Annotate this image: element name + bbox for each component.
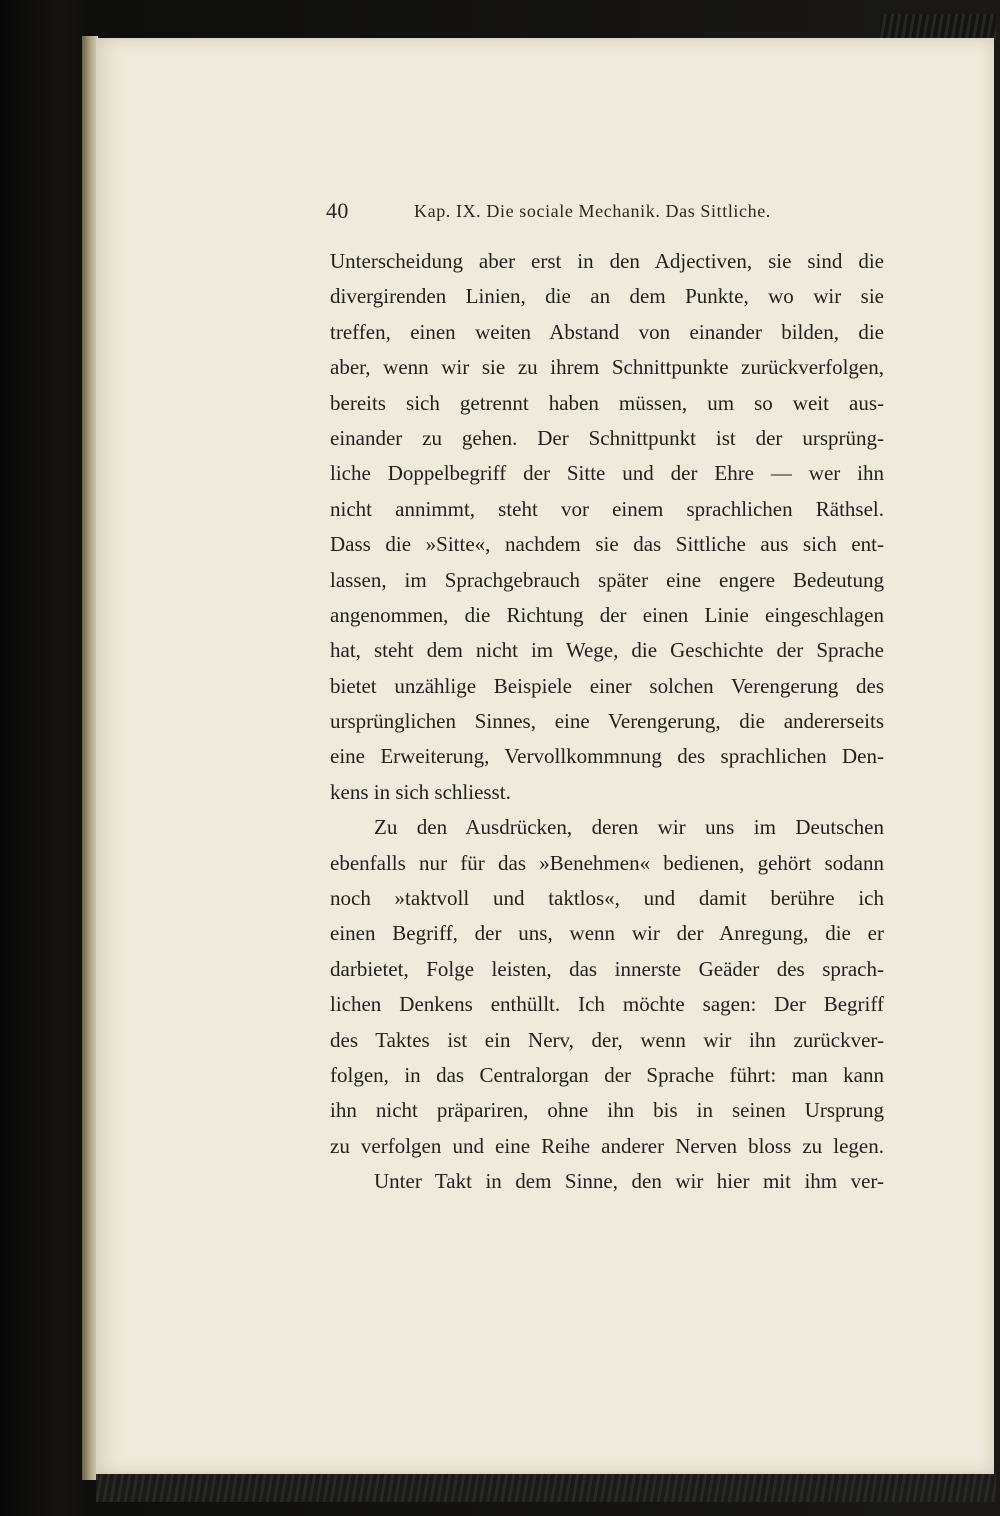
text-line: divergirenden Linien, die an dem Punkte, wo wir sie [330,284,884,309]
text-line: zu verfolgen und eine Reihe anderer Nerven bloss zu legen. [330,1133,884,1158]
text-line: darbietet, Folge leisten, das innerste Geäder des sprach- [330,956,884,981]
text-line: aber, wenn wir sie zu ihrem Schnittpunkte zurückverfolgen, [330,355,884,380]
text-line: kens in sich schliesst. [330,779,511,804]
text-line: lassen, im Sprachgebrauch später eine engere Bedeutung [330,567,884,592]
text-line: noch »taktvoll und taktlos«, und damit berühre ich [330,886,884,911]
text-line: des Taktes ist ein Nerv, der, wenn wir ihn zurückver- [330,1027,884,1052]
text-line: hat, steht dem nicht im Wege, die Geschichte der Sprache [330,638,884,663]
text-line: treffen, einen weiten Abstand von einander bilden, die [330,319,884,344]
text-line: folgen, in das Centralorgan der Sprache führt: man kann [330,1062,884,1087]
page-number: 40 [326,198,349,223]
text-line: Zu den Ausdrücken, deren wir uns im Deutschen [374,815,884,840]
scanner-edge-bottom [96,1474,996,1502]
text-line: einander zu gehen. Der Schnittpunkt ist der ursprüng- [330,425,884,450]
text-line: Unterscheidung aber erst in den Adjectiven, sie sind die [330,249,884,273]
text-line: ebenfalls nur für das »Benehmen« bedienen, gehört sodann [330,850,884,875]
text-line: angenommen, die Richtung der einen Linie eingeschlagen [330,602,884,627]
text-line: ihn nicht präpariren, ohne ihn bis in seinen Ursprung [330,1098,884,1123]
text-line: lichen Denkens enthüllt. Ich möchte sagen: Der Begriff [330,992,884,1017]
text-line: ursprünglichen Sinnes, eine Verengerung, die andererseits [330,709,884,734]
text-line: Dass die »Sitte«, nachdem sie das Sittliche aus sich ent- [330,532,884,557]
scanner-edge-top [880,14,996,40]
text-line: bietet unzählige Beispiele einer solchen Verengerung des [330,673,884,698]
text-line: bereits sich getrennt haben müssen, um so weit aus- [330,390,884,415]
text-line: liche Doppelbegriff der Sitte und der Ehre — wer ihn [330,461,884,486]
text-line: nicht annimmt, steht vor einem sprachlichen Räthsel. [330,496,884,521]
text-line: eine Erweiterung, Vervollkommnung des sprachlichen Den- [330,744,884,769]
text-line: Unter Takt in dem Sinne, den wir hier mit ihm ver- [374,1169,884,1194]
running-title: Kap. IX. Die sociale Mechanik. Das Sittliche. [414,201,771,221]
body-text [330,244,884,1200]
text-line: einen Begriff, der uns, wenn wir der Anregung, die er [330,921,884,946]
running-head [326,198,886,228]
